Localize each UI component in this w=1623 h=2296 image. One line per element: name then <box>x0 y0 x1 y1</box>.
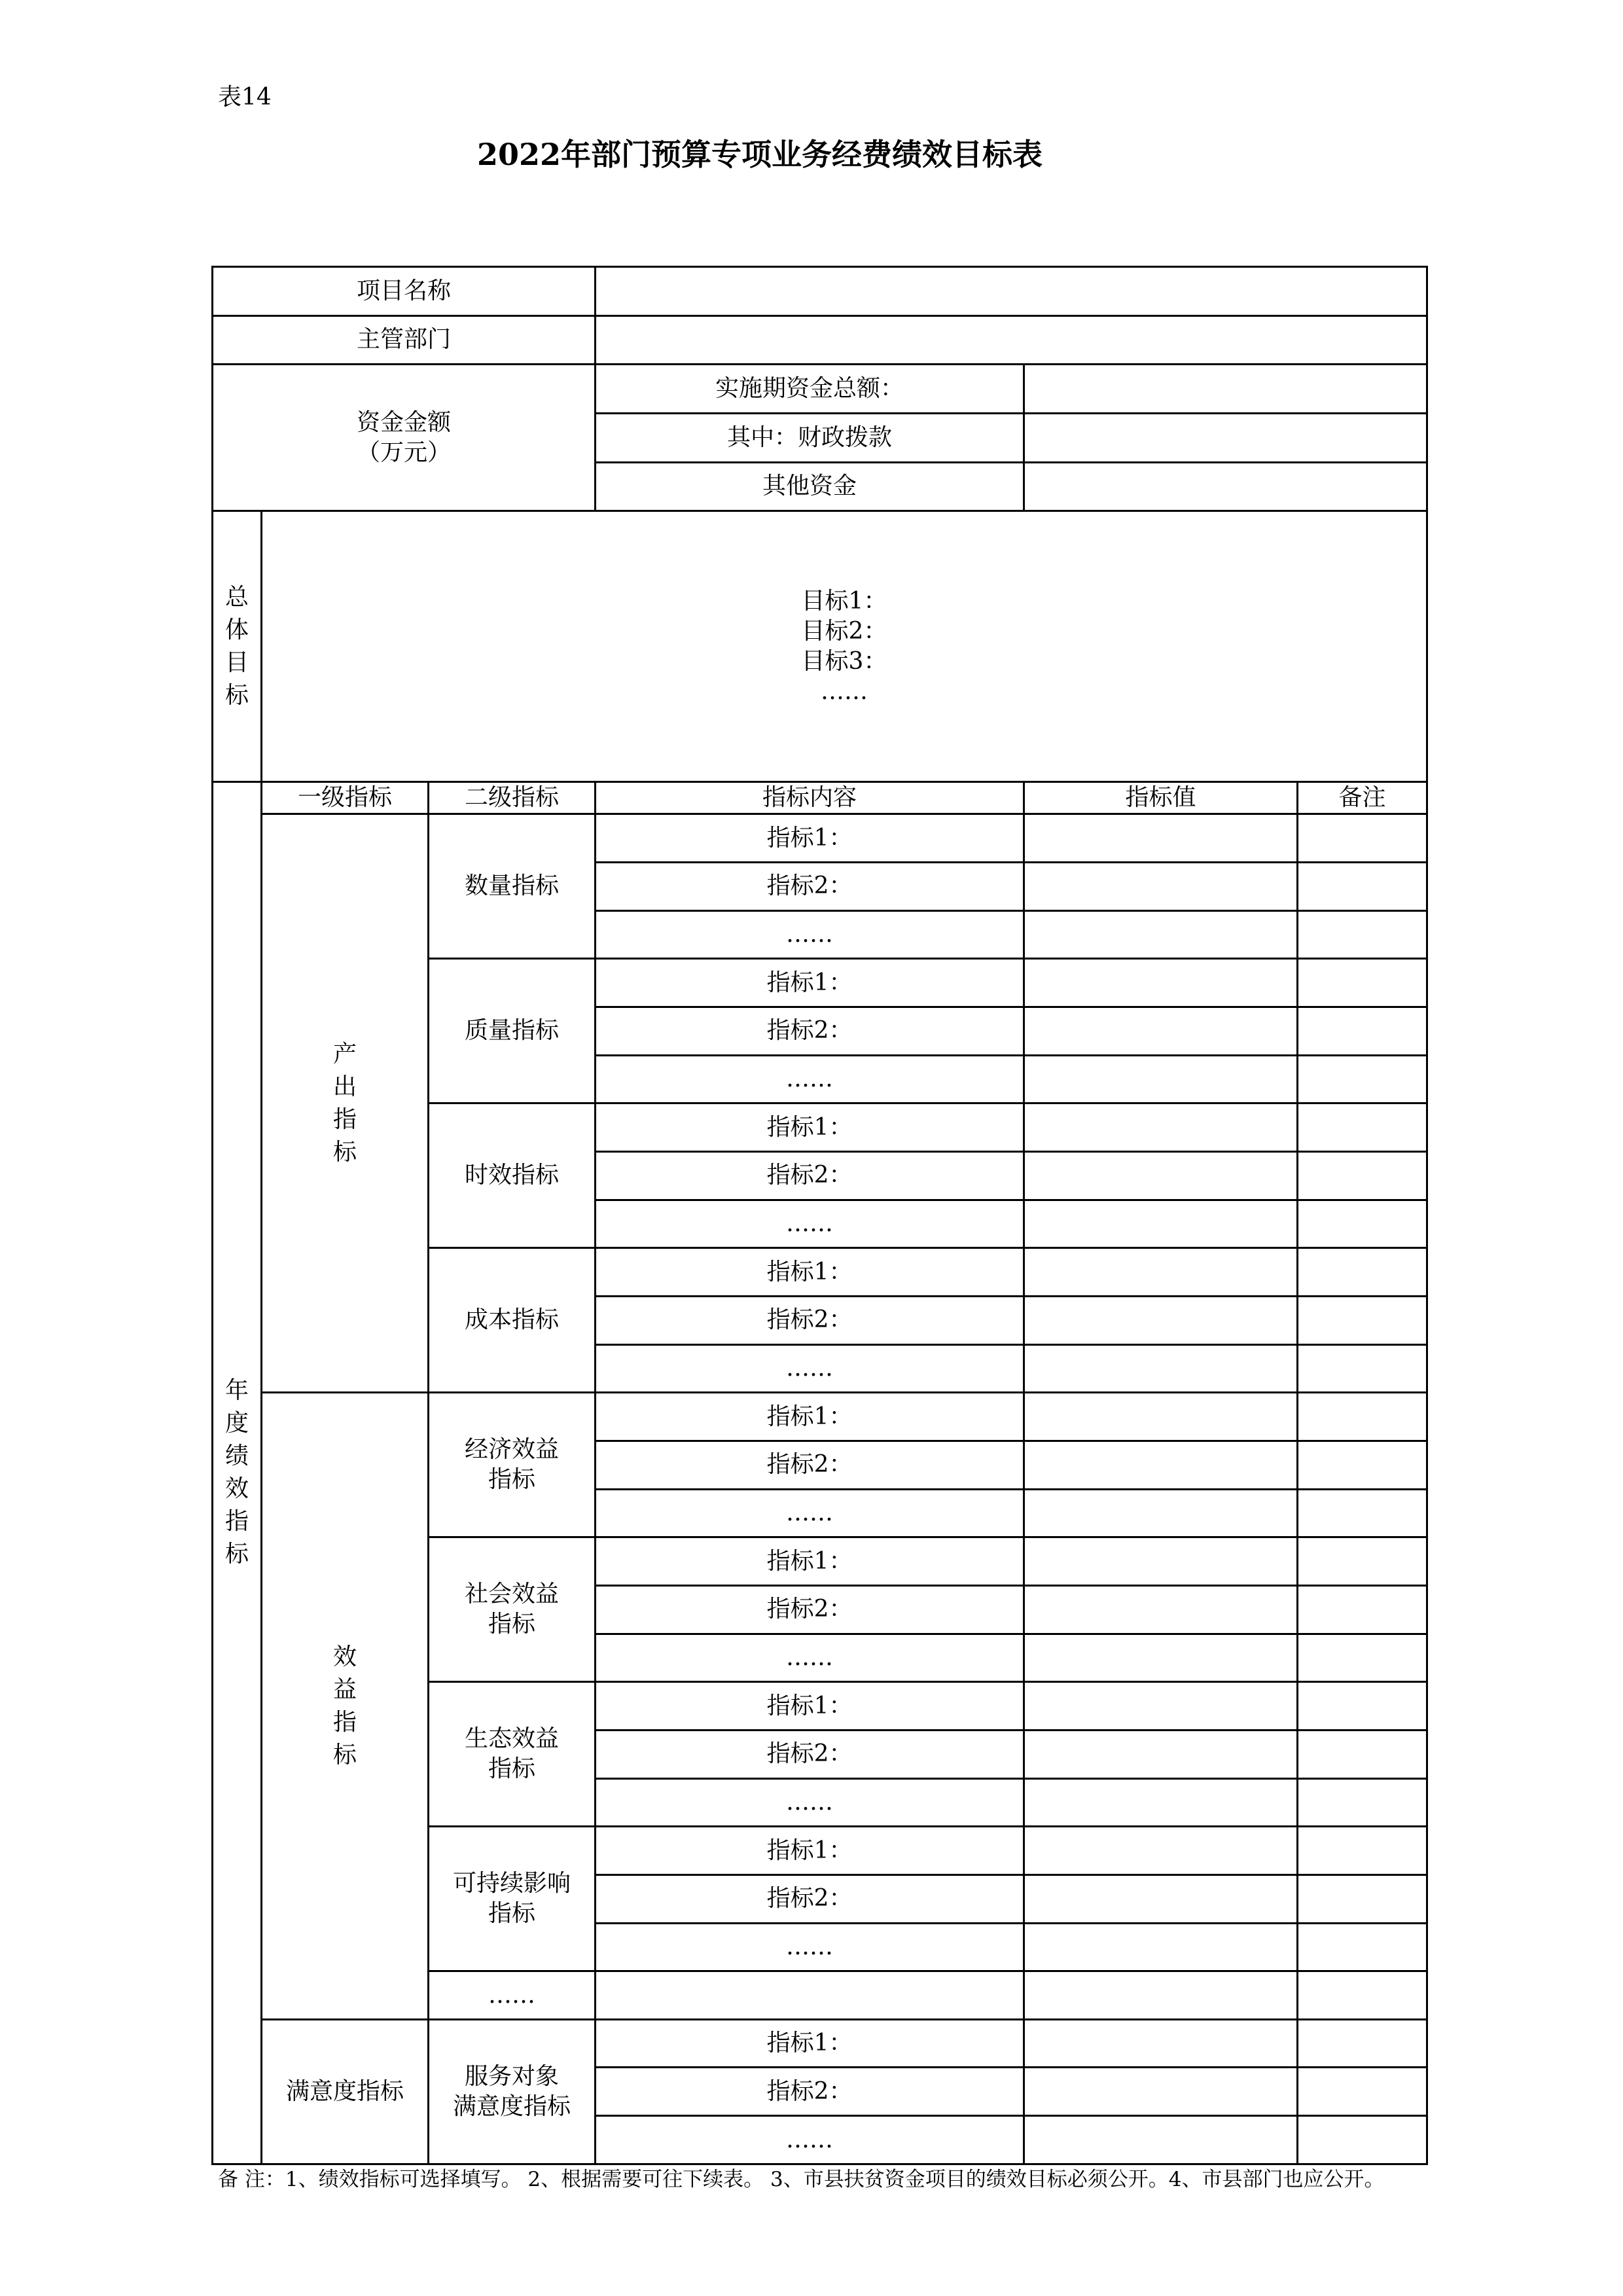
overall-goal-content[interactable] <box>262 511 1427 782</box>
indicator-item[interactable]: 指标1： <box>596 814 1024 863</box>
indicator-value[interactable] <box>1024 1055 1298 1103</box>
indicator-item[interactable]: …… <box>596 1200 1024 1248</box>
indicator-item[interactable]: 指标2： <box>596 2068 1024 2116</box>
other-fund-label: 其他资金 <box>596 462 1024 511</box>
indicator-value[interactable] <box>1024 1634 1298 1682</box>
indicator-value[interactable] <box>1024 1007 1298 1056</box>
table-number: 表14 <box>218 84 272 111</box>
indicator-remark[interactable] <box>1298 1971 1427 2020</box>
fund-amount-label-line2: （万元） <box>357 439 452 466</box>
indicator-value[interactable] <box>1024 1152 1298 1200</box>
indicator-remark[interactable] <box>1298 1103 1427 1152</box>
indicator-value[interactable] <box>1024 1923 1298 1971</box>
indicator-value[interactable] <box>1024 1344 1298 1393</box>
indicator-item[interactable]: 指标2： <box>596 863 1024 911</box>
indicator-value[interactable] <box>1024 1874 1298 1923</box>
indicator-item[interactable]: 指标1： <box>596 1537 1024 1586</box>
satisfaction-indicator-label: 满意度指标 <box>262 2019 429 2164</box>
sub-indicator-service-satisfaction: 服务对象 满意度指标 <box>429 2019 596 2164</box>
indicator-value[interactable] <box>1024 1489 1298 1537</box>
indicator-item[interactable]: 指标1： <box>596 1103 1024 1152</box>
indicator-item[interactable]: …… <box>596 2116 1024 2164</box>
indicator-item[interactable]: 指标2： <box>596 1874 1024 1923</box>
department-label: 主管部门 <box>213 315 596 365</box>
indicator-item[interactable]: 指标1： <box>596 1393 1024 1441</box>
indicator-remark[interactable] <box>1298 1489 1427 1537</box>
sub-indicator-ecological: 生态效益 指标 <box>429 1682 596 1827</box>
indicator-value[interactable] <box>1024 1971 1298 2020</box>
indicator-remark[interactable] <box>1298 2068 1427 2116</box>
project-name-label: 项目名称 <box>213 267 596 316</box>
annual-indicator-label: 年度绩效指标 <box>213 781 262 2164</box>
indicator-value[interactable] <box>1024 910 1298 959</box>
indicator-value[interactable] <box>1024 1441 1298 1489</box>
sub-indicator-more: …… <box>429 1971 596 2020</box>
indicator-remark[interactable] <box>1298 1537 1427 1586</box>
indicator-item[interactable]: …… <box>596 1923 1024 1971</box>
indicator-value[interactable] <box>1024 1827 1298 1875</box>
indicator-remark[interactable] <box>1298 1874 1427 1923</box>
sub-indicator-sustainable: 可持续影响 指标 <box>429 1827 596 1971</box>
indicator-value[interactable] <box>1024 1200 1298 1248</box>
fiscal-fund-label: 其中：财政拨款 <box>596 413 1024 462</box>
indicator-item[interactable]: …… <box>596 1344 1024 1393</box>
fund-amount-label-line1: 资金金额 <box>357 408 452 436</box>
indicator-remark[interactable] <box>1298 2116 1427 2164</box>
indicator-remark[interactable] <box>1298 1634 1427 1682</box>
overall-goal-label: 总体目标 <box>213 511 262 782</box>
output-indicator-label: 产出指标 <box>262 814 429 1393</box>
sub-indicator-social: 社会效益 指标 <box>429 1537 596 1682</box>
total-fund-value[interactable] <box>1024 365 1427 414</box>
indicator-item[interactable]: …… <box>596 910 1024 959</box>
indicator-item[interactable]: 指标2： <box>596 1152 1024 1200</box>
goal-line: 目标1： <box>801 587 887 615</box>
page-title: 2022年部门预算专项业务经费绩效目标表 <box>476 137 1043 172</box>
indicator-remark[interactable] <box>1298 1296 1427 1344</box>
indicator-item[interactable]: …… <box>596 1778 1024 1827</box>
header-content: 指标内容 <box>596 781 1024 814</box>
indicator-remark[interactable] <box>1298 1441 1427 1489</box>
indicator-item[interactable]: 指标2： <box>596 1585 1024 1634</box>
project-name-value[interactable] <box>596 267 1427 316</box>
indicator-item[interactable]: …… <box>596 1055 1024 1103</box>
indicator-value[interactable] <box>1024 2019 1298 2068</box>
indicator-value[interactable] <box>1024 959 1298 1007</box>
indicator-value[interactable] <box>1024 1296 1298 1344</box>
other-fund-value[interactable] <box>1024 462 1427 511</box>
indicator-item[interactable]: 指标1： <box>596 2019 1024 2068</box>
indicator-remark[interactable] <box>1298 1248 1427 1297</box>
indicator-remark[interactable] <box>1298 863 1427 911</box>
header-value: 指标值 <box>1024 781 1298 814</box>
header-level1: 一级指标 <box>262 781 429 814</box>
benefit-indicator-label: 效益指标 <box>262 1393 429 2020</box>
indicator-item[interactable]: …… <box>596 1634 1024 1682</box>
indicator-value[interactable] <box>1024 1103 1298 1152</box>
indicator-remark[interactable] <box>1298 1152 1427 1200</box>
indicator-remark[interactable] <box>1298 1923 1427 1971</box>
indicator-remark[interactable] <box>1298 1730 1427 1778</box>
indicator-item[interactable]: 指标2： <box>596 1296 1024 1344</box>
indicator-item[interactable]: 指标1： <box>596 959 1024 1007</box>
indicator-value[interactable] <box>1024 1585 1298 1634</box>
indicator-value[interactable] <box>1024 1248 1298 1297</box>
header-remark: 备注 <box>1298 781 1427 814</box>
indicator-remark[interactable] <box>1298 1007 1427 1056</box>
sub-indicator-timeliness: 时效指标 <box>429 1103 596 1248</box>
indicator-value[interactable] <box>1024 814 1298 863</box>
header-level2: 二级指标 <box>429 781 596 814</box>
sub-indicator-quantity: 数量指标 <box>429 814 596 959</box>
sub-indicator-quality: 质量指标 <box>429 959 596 1103</box>
indicator-remark[interactable] <box>1298 1344 1427 1393</box>
fund-amount-label <box>213 365 596 511</box>
indicator-item[interactable]: 指标1： <box>596 1682 1024 1731</box>
indicator-remark[interactable] <box>1298 2019 1427 2068</box>
indicator-item[interactable]: …… <box>596 1489 1024 1537</box>
footnote: 备 注：1、绩效指标可选择填写。 2、根据需要可往下续表。 3、市县扶贫资金项目的绩效目标必须公开。4、市县部门也应公开。 <box>218 2168 1385 2191</box>
indicator-value[interactable] <box>1024 1393 1298 1441</box>
goal-line: 目标2： <box>801 617 887 645</box>
performance-target-table <box>211 266 1428 2165</box>
indicator-remark[interactable] <box>1298 959 1427 1007</box>
total-fund-label: 实施期资金总额： <box>596 365 1024 414</box>
indicator-item[interactable] <box>596 1971 1024 2020</box>
indicator-remark[interactable] <box>1298 1827 1427 1875</box>
indicator-value[interactable] <box>1024 2116 1298 2164</box>
indicator-item[interactable]: 指标1： <box>596 1248 1024 1297</box>
indicator-remark[interactable] <box>1298 814 1427 863</box>
indicator-remark[interactable] <box>1298 1055 1427 1103</box>
indicator-item[interactable]: 指标2： <box>596 1730 1024 1778</box>
indicator-value[interactable] <box>1024 1730 1298 1778</box>
indicator-remark[interactable] <box>1298 1682 1427 1731</box>
indicator-value[interactable] <box>1024 863 1298 911</box>
fiscal-fund-value[interactable] <box>1024 413 1427 462</box>
indicator-item[interactable]: 指标2： <box>596 1007 1024 1056</box>
sub-indicator-economic: 经济效益 指标 <box>429 1393 596 1537</box>
indicator-value[interactable] <box>1024 1682 1298 1731</box>
indicator-value[interactable] <box>1024 2068 1298 2116</box>
indicator-remark[interactable] <box>1298 1585 1427 1634</box>
sub-indicator-cost: 成本指标 <box>429 1248 596 1393</box>
indicator-item[interactable]: 指标2： <box>596 1441 1024 1489</box>
indicator-remark[interactable] <box>1298 1778 1427 1827</box>
goal-line: …… <box>821 677 868 705</box>
indicator-remark[interactable] <box>1298 1200 1427 1248</box>
indicator-value[interactable] <box>1024 1778 1298 1827</box>
indicator-remark[interactable] <box>1298 910 1427 959</box>
goal-line: 目标3： <box>801 647 887 675</box>
department-value[interactable] <box>596 315 1427 365</box>
indicator-remark[interactable] <box>1298 1393 1427 1441</box>
indicator-value[interactable] <box>1024 1537 1298 1586</box>
indicator-item[interactable]: 指标1： <box>596 1827 1024 1875</box>
